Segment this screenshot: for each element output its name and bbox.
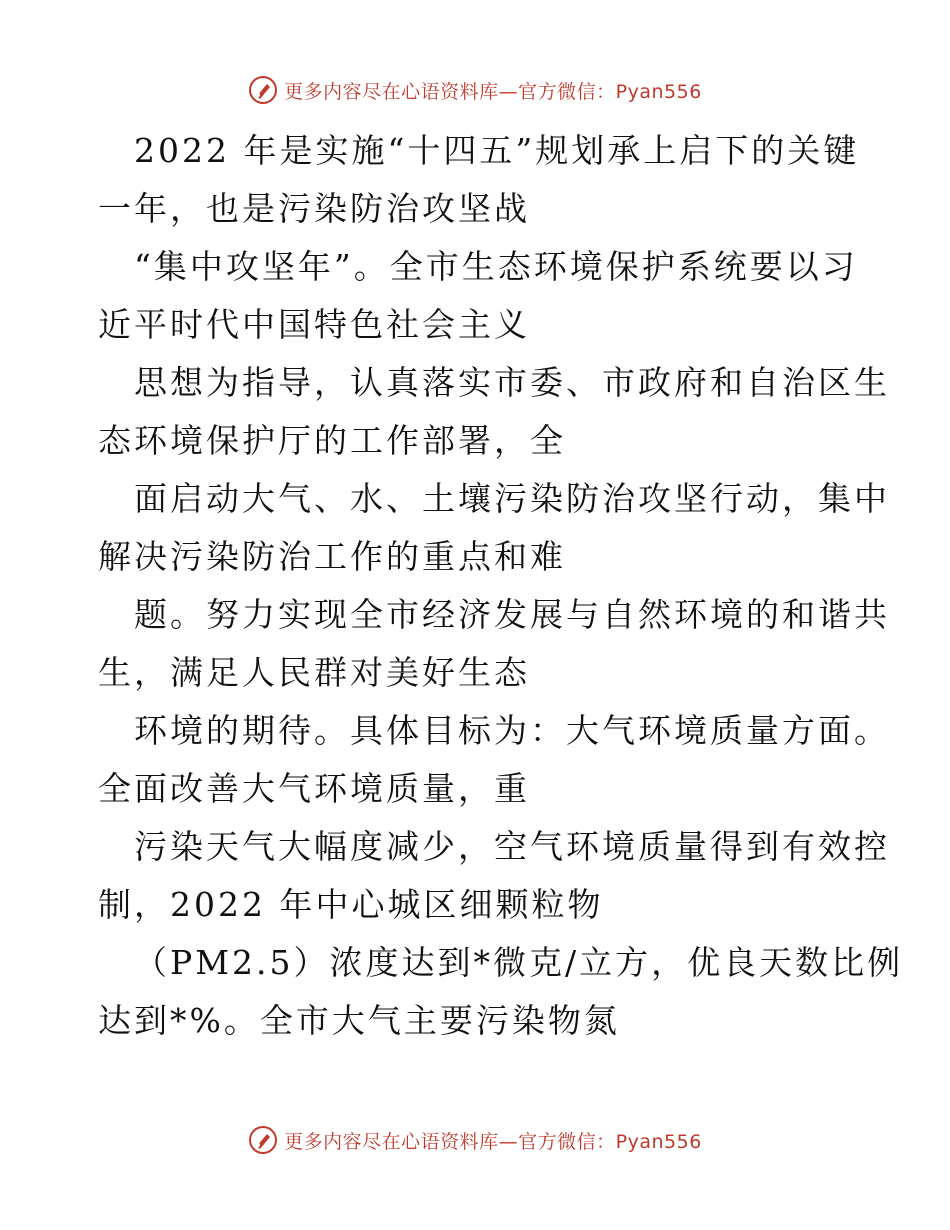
document-body (98, 122, 904, 1050)
text-line: 一年，也是污染防治攻坚战 (98, 189, 530, 228)
text-line: 制，2022 年中心城区细颗粒物 (98, 885, 604, 924)
text-line: 题。努力实现全市经济发展与自然环境的和谐共 (134, 595, 890, 634)
text-line: 生，满足人民群对美好生态 (98, 653, 530, 692)
text-line: 污染天气大幅度减少，空气环境质量得到有效控 (134, 827, 890, 866)
header-watermark-text: 更多内容尽在心语资料库—官方微信：Pyan556 (284, 80, 702, 103)
text-line: 2022 年是实施“十四五”规划承上启下的关键 (134, 131, 860, 170)
text-line: 全面改善大气环境质量，重 (98, 769, 530, 808)
text-line: 面启动大气、水、土壤污染防治攻坚行动，集中 (134, 479, 890, 518)
header-watermark-banner (0, 70, 950, 110)
text-line: 思想为指导，认真落实市委、市政府和自治区生 (134, 363, 890, 402)
pen-nib-logo-icon (248, 75, 278, 105)
footer-watermark-banner (0, 1120, 950, 1160)
text-line: “集中攻坚年”。全市生态环境保护系统要以习 (134, 247, 858, 286)
footer-watermark-text: 更多内容尽在心语资料库—官方微信：Pyan556 (284, 1130, 702, 1153)
text-line: 达到*%。全市大气主要污染物氮 (98, 1001, 620, 1040)
text-line: 态环境保护厅的工作部署，全 (98, 421, 566, 460)
pen-nib-logo-icon (248, 1125, 278, 1155)
text-line: （PM2.5）浓度达到*微克/立方，优良天数比例 (134, 943, 904, 982)
text-line: 解决污染防治工作的重点和难 (98, 537, 566, 576)
text-line: 近平时代中国特色社会主义 (98, 305, 530, 344)
text-line: 环境的期待。具体目标为：大气环境质量方面。 (134, 711, 890, 750)
